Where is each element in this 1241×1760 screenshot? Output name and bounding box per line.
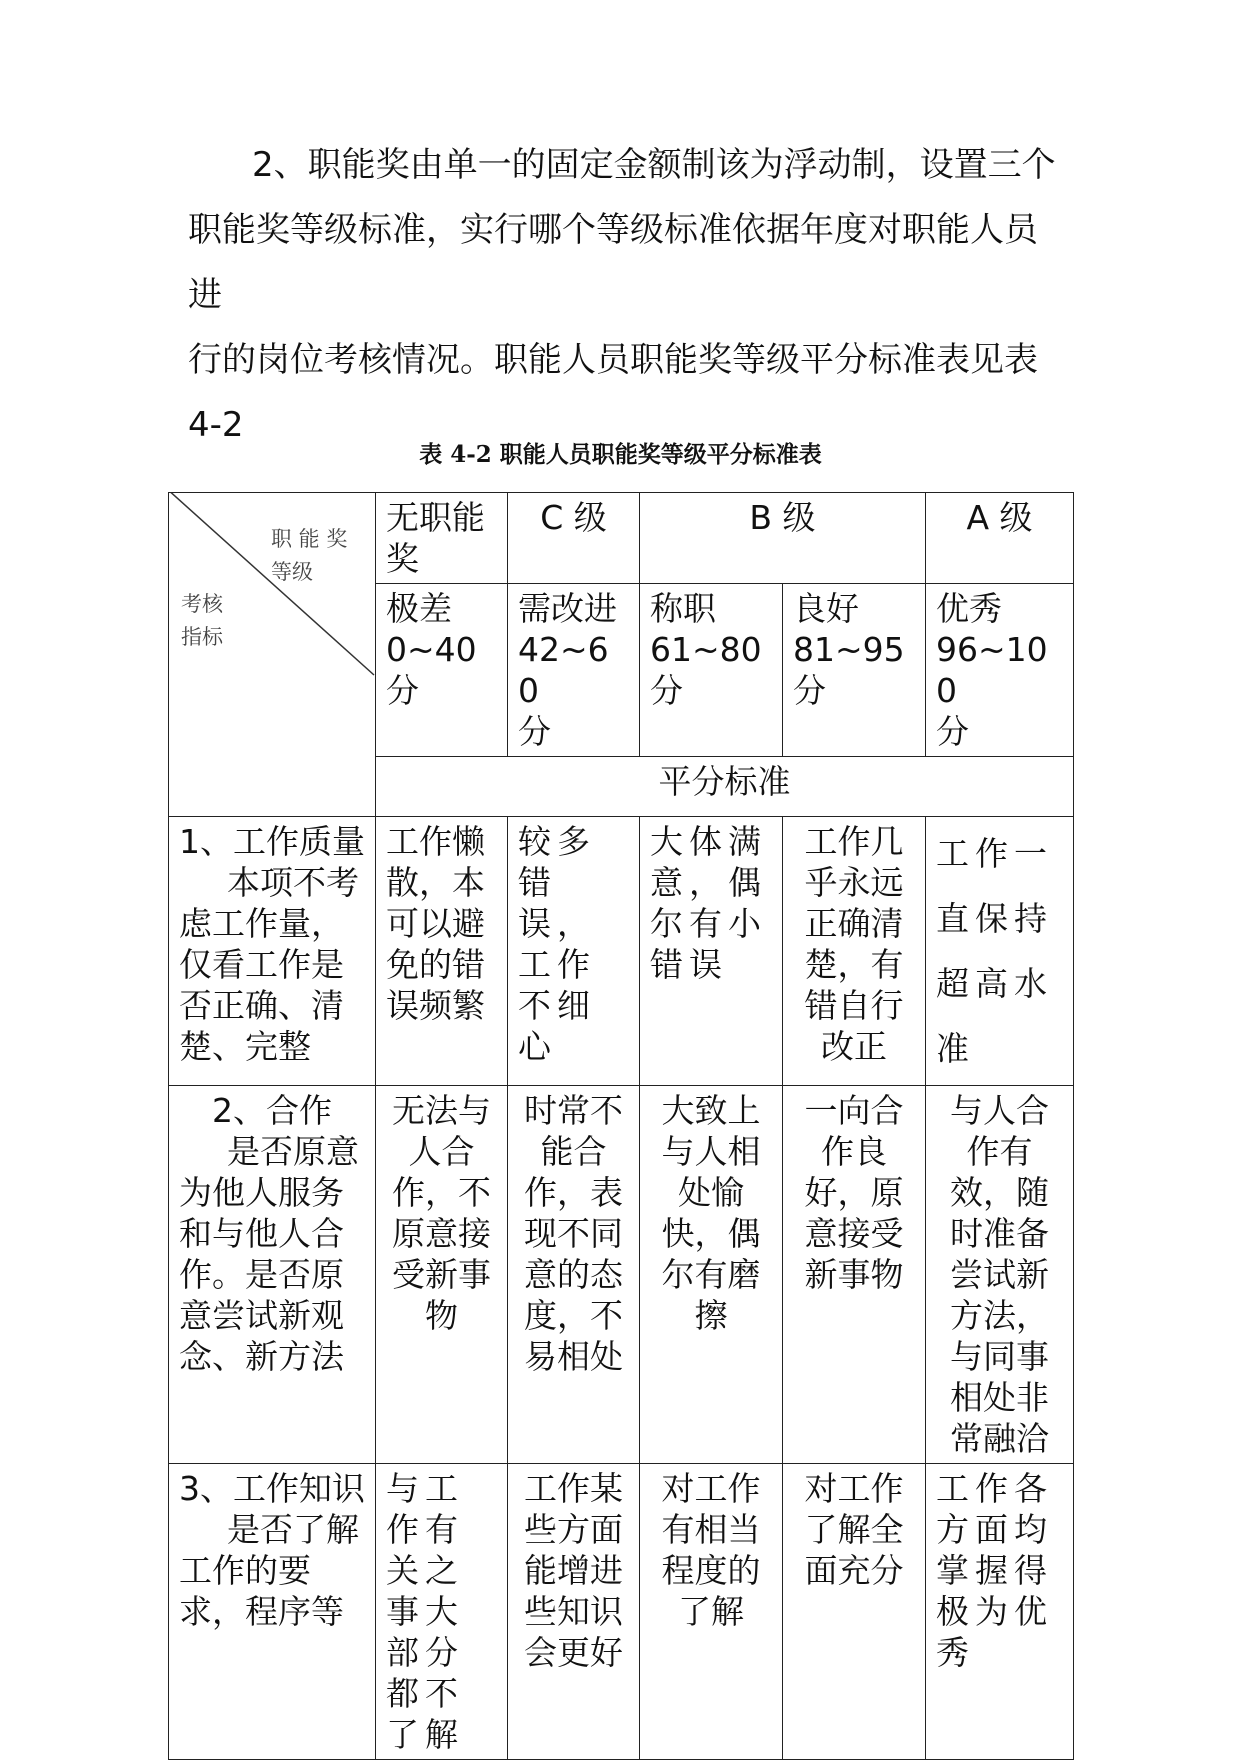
criteria-cell: 工作某些方面能增进些知识会更好: [508, 1464, 640, 1760]
score-header: 称职 61~80 分: [640, 584, 783, 757]
intro-paragraph: [188, 133, 1068, 458]
paragraph-line: 职能奖等级标准，实行哪个等级标准依据年度对职能人员进: [188, 210, 1038, 315]
grade-standard-table: [168, 492, 1074, 1760]
indicator-desc: 本项不考虑工作量，仅看工作是否正确、清楚、完整: [179, 863, 359, 1066]
indicator-cell: [169, 1464, 376, 1760]
indicator-title: 2、合作: [212, 1091, 332, 1130]
score-header: 优秀 96~100 分: [926, 584, 1074, 757]
paragraph-line: 2、职能奖由单一的固定金额制该为浮动制，设置三个: [252, 145, 1056, 185]
criteria-cell: 工作几乎永远正确清楚，有错自行改正: [783, 817, 926, 1086]
criteria-cell: 对工作了解全面充分: [783, 1464, 926, 1760]
corner-grade-label: 职 能 奖: [271, 527, 348, 551]
grade-header: A 级: [926, 493, 1074, 584]
grade-header: C 级: [508, 493, 640, 584]
score-header: 良好 81~95 分: [783, 584, 926, 757]
paragraph-line: 行的岗位考核情况。职能人员职能奖等级平分标准表见表: [188, 340, 1038, 380]
grade-header: B 级: [640, 493, 926, 584]
criteria-cell: 对工作有相当程度的了解: [640, 1464, 783, 1760]
criteria-cell: 时常不能合作，表现不同意的态度，不易相处: [508, 1086, 640, 1464]
score-header: 极差 0~40 分: [376, 584, 508, 757]
criteria-cell: 工作各方面均掌握得极为优秀: [926, 1464, 1074, 1760]
criteria-cell: 与工作有关之事大部分都不了解: [376, 1464, 508, 1760]
indicator-desc: 是否原意为他人服务和与他人合作。是否原意尝试新观念、新方法: [179, 1132, 359, 1376]
criteria-cell: 大致上与人相处愉快，偶尔有磨擦: [640, 1086, 783, 1464]
criteria-cell: 工作懒散，本可以避免的错误频繁: [376, 817, 508, 1086]
criteria-cell: 与人合作有效，随时准备尝试新方法，与同事相处非常融洽: [926, 1086, 1074, 1464]
indicator-cell: [169, 817, 376, 1086]
standard-label: 平分标准: [376, 757, 1074, 817]
corner-indicator-label: 考核: [181, 592, 223, 616]
criteria-cell: 工作一直保持超高水准: [926, 817, 1074, 1086]
paragraph-line: 4-2: [188, 405, 244, 445]
criteria-cell: 较多错误，工作不细心: [508, 817, 640, 1086]
corner-indicator-label: 指标: [181, 625, 223, 649]
criteria-cell: 大体满意，偶尔有小错误: [640, 817, 783, 1086]
score-header: 需改进 42~60 分: [508, 584, 640, 757]
corner-grade-label: 等级: [271, 560, 313, 584]
indicator-desc: 是否了解工作的要求，程序等: [179, 1510, 359, 1631]
indicator-cell: [169, 1086, 376, 1464]
criteria-cell: 无法与人合作，不原意接受新事物: [376, 1086, 508, 1464]
indicator-title: 1、工作质量: [179, 822, 365, 861]
grade-header: 无职能奖: [376, 493, 508, 584]
table-caption: 表 4-2 职能人员职能奖等级平分标准表: [419, 441, 822, 468]
table-corner-cell: [169, 493, 376, 817]
criteria-cell: 一向合作良好，原意接受新事物: [783, 1086, 926, 1464]
indicator-title: 3、工作知识: [179, 1469, 365, 1508]
